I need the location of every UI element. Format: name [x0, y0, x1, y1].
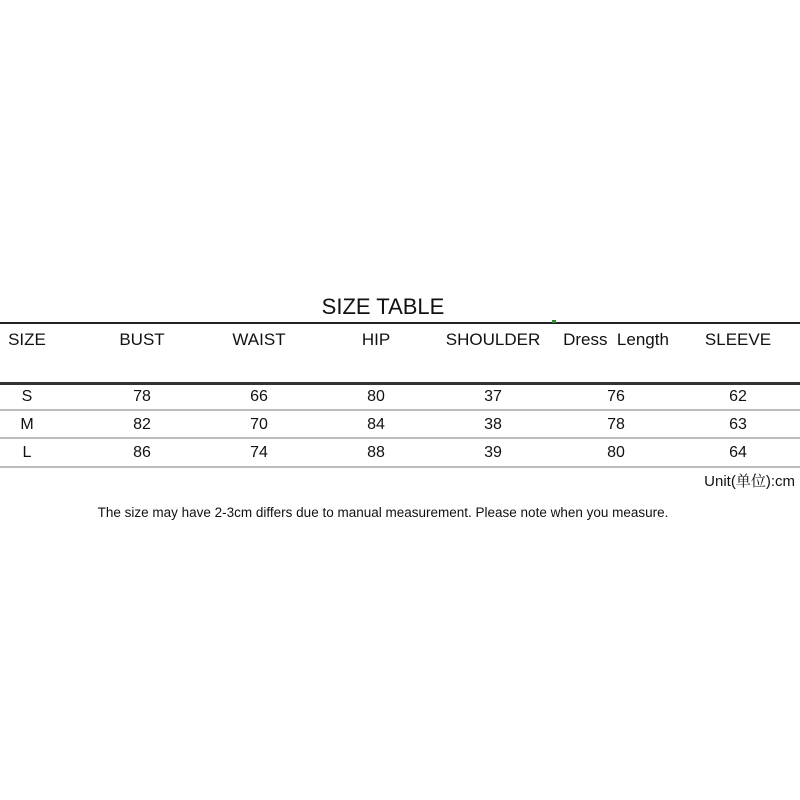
header-waist: WAIST: [232, 330, 286, 349]
header-sleeve: SLEEVE: [704, 330, 772, 349]
cell-shoulder: 38: [484, 416, 502, 433]
page-title: SIZE TABLE: [321, 294, 445, 319]
green-mark: [552, 320, 556, 323]
cell-dress-length: 76: [607, 388, 625, 405]
cell-hip: 88: [367, 444, 385, 461]
cell-size: L: [22, 444, 32, 461]
measurement-note: The size may have 2-3cm differs due to manual measurement. Please note when you measure.: [97, 505, 669, 520]
cell-dress-length: 78: [607, 416, 625, 433]
cell-sleeve: 63: [729, 416, 747, 433]
cell-size: S: [21, 388, 33, 405]
header-shoulder: SHOULDER: [445, 330, 541, 349]
header-bust: BUST: [119, 330, 165, 349]
cell-size: M: [20, 416, 34, 433]
header-divider: [0, 382, 800, 385]
cell-sleeve: 62: [729, 388, 747, 405]
cell-waist: 70: [250, 416, 268, 433]
row-divider: [0, 466, 800, 468]
header-hip: HIP: [361, 330, 391, 349]
cell-bust: 82: [133, 416, 151, 433]
cell-waist: 74: [250, 444, 268, 461]
cell-bust: 78: [133, 388, 151, 405]
cell-waist: 66: [250, 388, 268, 405]
top-rule: [0, 322, 800, 324]
cell-sleeve: 64: [729, 444, 747, 461]
row-divider: [0, 437, 800, 439]
cell-shoulder: 39: [484, 444, 502, 461]
row-divider: [0, 409, 800, 411]
header-size: SIZE: [8, 330, 46, 349]
cell-hip: 84: [367, 416, 385, 433]
cell-hip: 80: [367, 388, 385, 405]
unit-label: Unit(单位):cm: [704, 473, 795, 490]
cell-shoulder: 37: [484, 388, 502, 405]
header-dress-length: Dress Length: [563, 330, 669, 349]
cell-bust: 86: [133, 444, 151, 461]
cell-dress-length: 80: [607, 444, 625, 461]
